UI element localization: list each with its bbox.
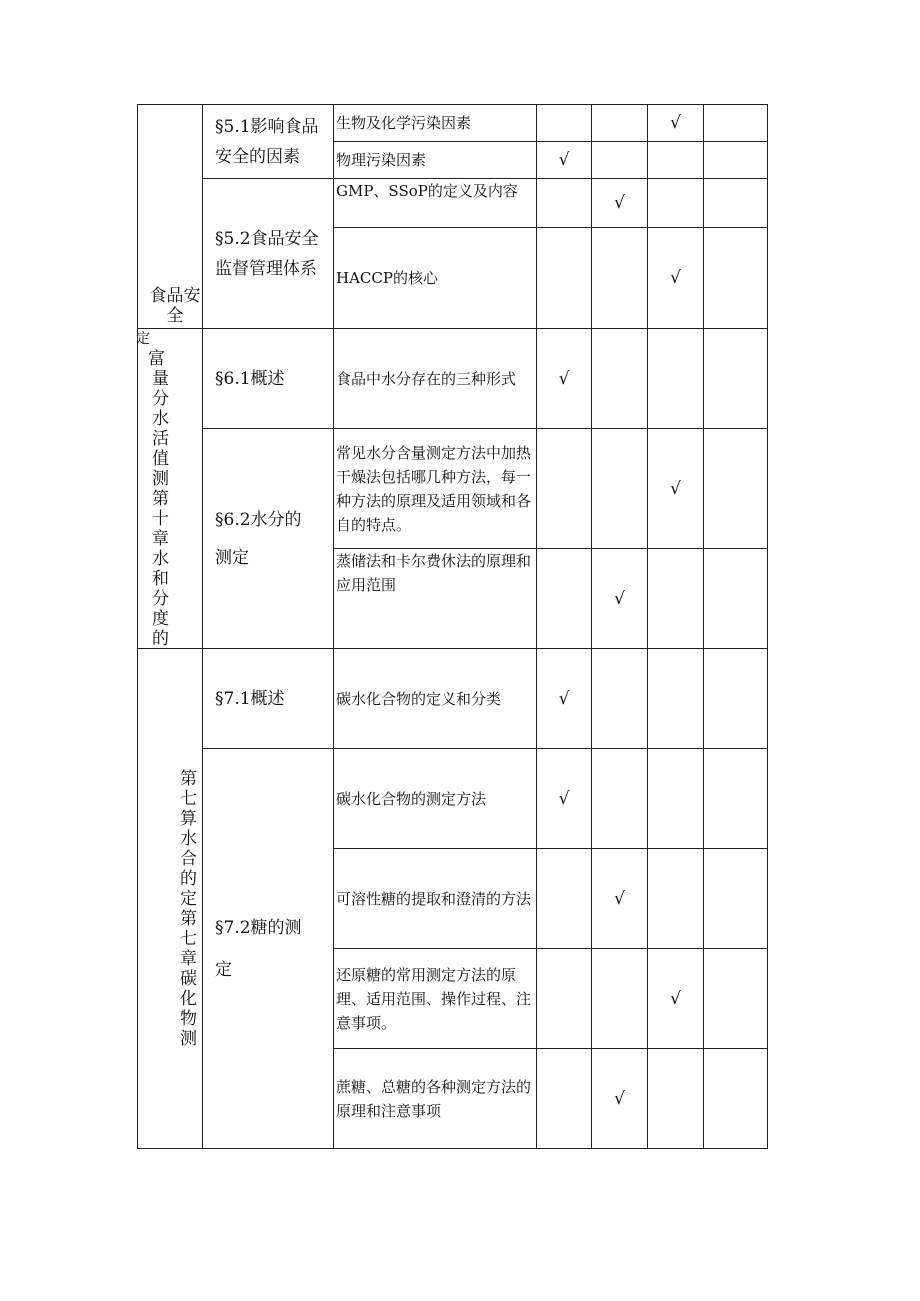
level-2-cell <box>592 1049 648 1149</box>
level-4-cell <box>704 329 768 429</box>
level-4-cell <box>704 749 768 849</box>
level-1-cell <box>537 549 592 649</box>
topic-text: GMP、SSoP的定义及内容 <box>336 182 518 200</box>
level-2-cell <box>592 849 648 949</box>
level-4-cell <box>704 849 768 949</box>
section-cell <box>203 429 334 649</box>
level-3-cell <box>648 429 704 549</box>
level-4-cell <box>704 949 768 1049</box>
level-3-cell <box>648 949 704 1049</box>
level-3-cell <box>648 849 704 949</box>
level-3-cell <box>648 329 704 429</box>
chapter-text-wrap <box>138 349 208 649</box>
table-row <box>138 329 768 429</box>
section-title: §6.2水分的测定 <box>215 509 302 568</box>
level-2-cell <box>592 749 648 849</box>
level-1-cell <box>537 429 592 549</box>
chapter-cell <box>138 105 203 329</box>
level-2-cell <box>592 949 648 1049</box>
topic-cell <box>334 849 537 949</box>
check-mark: √ <box>670 478 681 499</box>
table-row <box>138 429 768 549</box>
check-mark: √ <box>614 588 625 609</box>
topic-cell <box>334 1049 537 1149</box>
section-cell <box>203 105 334 179</box>
chapter-cell <box>138 649 203 1149</box>
topic-text: 蒸储法和卡尔费休法的原理和应用范围 <box>336 552 532 594</box>
section-cell <box>203 329 334 429</box>
topic-cell <box>334 649 537 749</box>
topic-text: 常见水分含量测定方法中加热干燥法包括哪几种方法，每一种方法的原理及适用领域和各自的特点。 <box>336 443 532 534</box>
topic-text: 还原糖的常用测定方法的原理、适用范围、操作过程、注意事项。 <box>336 965 532 1032</box>
level-1-cell <box>537 1049 592 1149</box>
topic-cell <box>334 949 537 1049</box>
topic-text: 碳水化合物的测定方法 <box>336 789 487 808</box>
topic-cell <box>334 549 537 649</box>
level-1-cell <box>537 949 592 1049</box>
section-title: §5.2食品安全监督管理体系 <box>215 228 319 279</box>
level-2-cell <box>592 228 648 329</box>
level-2-cell <box>592 429 648 549</box>
level-4-cell <box>704 649 768 749</box>
chapter-overlay-char: 富 <box>148 349 165 369</box>
chapter-title: 第七算水合的定第七章碳化物测 <box>180 769 197 1049</box>
level-1-cell <box>537 228 592 329</box>
check-mark: √ <box>558 368 570 389</box>
level-1-cell <box>537 749 592 849</box>
level-3-cell <box>648 649 704 749</box>
syllabus-table <box>137 104 768 1149</box>
topic-cell <box>334 228 537 329</box>
level-1-cell <box>537 649 592 749</box>
topic-text: 食品中水分存在的三种形式 <box>336 369 517 388</box>
topic-text: HACCP的核心 <box>336 269 438 287</box>
check-mark: √ <box>614 888 625 909</box>
topic-cell <box>334 142 537 179</box>
topic-cell <box>334 429 537 549</box>
section-cell <box>203 749 334 1149</box>
level-2-cell <box>592 179 648 228</box>
table-row <box>138 649 768 749</box>
level-3-cell <box>648 1049 704 1149</box>
level-1-cell <box>537 849 592 949</box>
section-title: §5.1影响食品安全的因素 <box>215 116 319 167</box>
topic-cell <box>334 105 537 142</box>
table-row <box>138 105 768 142</box>
level-1-cell <box>537 329 592 429</box>
level-4-cell <box>704 142 768 179</box>
chapter-cell <box>138 329 203 649</box>
topic-cell <box>334 179 537 228</box>
check-mark: √ <box>558 688 570 709</box>
section-title: §7.2糖的测定 <box>215 917 302 980</box>
check-mark: √ <box>670 268 681 288</box>
level-4-cell <box>704 179 768 228</box>
check-mark: √ <box>614 1088 625 1109</box>
topic-cell <box>334 329 537 429</box>
level-1-cell <box>537 105 592 142</box>
level-4-cell <box>704 1049 768 1149</box>
section-cell <box>203 179 334 329</box>
table-row <box>138 179 768 228</box>
stray-char: 定 <box>136 331 150 347</box>
topic-text: 可溶性糖的提取和澄清的方法 <box>336 889 532 908</box>
level-3-cell <box>648 228 704 329</box>
table-row <box>138 749 768 849</box>
check-mark: √ <box>558 150 570 170</box>
level-3-cell <box>648 142 704 179</box>
level-1-cell <box>537 179 592 228</box>
level-3-cell <box>648 179 704 228</box>
level-4-cell <box>704 228 768 329</box>
level-2-cell <box>592 105 648 142</box>
check-mark: √ <box>614 193 625 213</box>
level-2-cell <box>592 142 648 179</box>
topic-text: 碳水化合物的定义和分类 <box>336 689 502 708</box>
section-title: §6.1概述 <box>215 368 285 389</box>
check-mark: √ <box>670 988 681 1009</box>
topic-text: 物理污染因素 <box>336 151 427 169</box>
level-4-cell <box>704 105 768 142</box>
level-3-cell <box>648 749 704 849</box>
level-3-cell <box>648 549 704 649</box>
level-2-cell <box>592 329 648 429</box>
section-title: §7.1概述 <box>215 688 285 709</box>
chapter-title: 量分水活值测第十章水和分度的 <box>152 369 169 649</box>
level-4-cell <box>704 429 768 549</box>
check-mark: √ <box>670 113 681 133</box>
chapter-text-wrap <box>138 769 208 1049</box>
check-mark: √ <box>558 788 570 809</box>
topic-text: 生物及化学污染因素 <box>336 114 472 132</box>
level-4-cell <box>704 549 768 649</box>
level-1-cell <box>537 142 592 179</box>
level-2-cell <box>592 649 648 749</box>
topic-cell <box>334 749 537 849</box>
topic-text: 蔗糖、总糖的各种测定方法的原理和注意事项 <box>336 1077 532 1120</box>
chapter-title: 食品安全 <box>149 286 201 326</box>
section-cell <box>203 649 334 749</box>
level-2-cell <box>592 549 648 649</box>
level-3-cell <box>648 105 704 142</box>
